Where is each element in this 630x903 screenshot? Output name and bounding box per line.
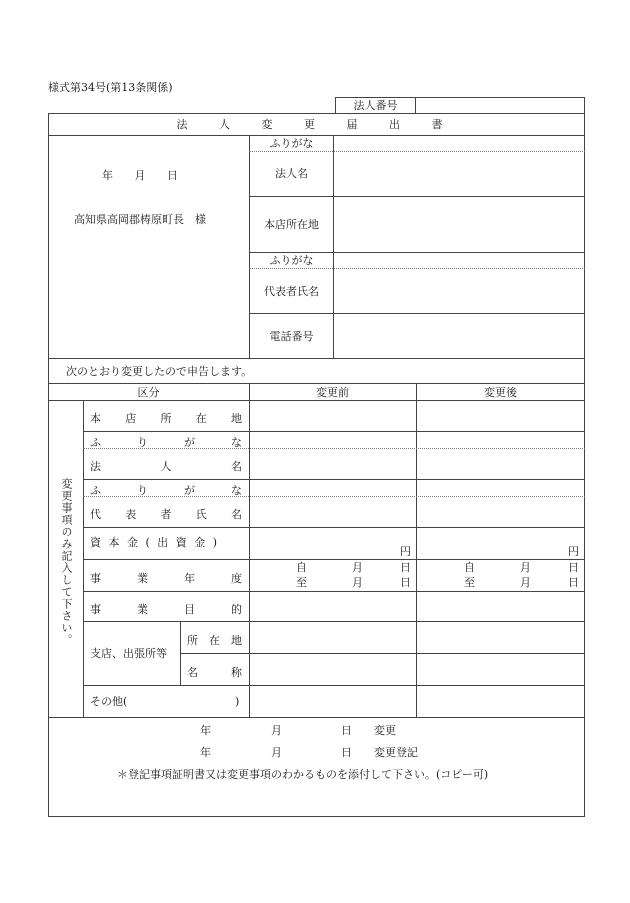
hq-address-label: 本店所在地 [264, 218, 319, 231]
footer-change-month: 月 [271, 724, 282, 737]
submission-date: 年 月 日 [102, 169, 178, 182]
branch-location-before[interactable] [251, 622, 414, 652]
fy-after-to-month: 月 [520, 576, 531, 589]
side-note: 変更事項のみ記入して下さい。 [60, 478, 73, 646]
corp-number-label: 法人番号 [353, 99, 398, 112]
furigana-label-2: ふりがな [269, 254, 314, 267]
fy-after-from: 自 [464, 561, 475, 574]
capital-after[interactable] [418, 528, 583, 558]
representative-label: 代表者氏名 [264, 285, 319, 298]
footer-change-year: 年 [200, 724, 211, 737]
furigana2-after[interactable] [418, 480, 583, 494]
header-after: 変更後 [484, 386, 517, 399]
row-furigana-2: ふ り が な [90, 484, 242, 497]
footer-change-day: 日 [341, 724, 352, 737]
footer-reg-day: 日 [341, 746, 352, 759]
fy-after-from-day: 日 [568, 561, 579, 574]
row-other-label: その他( [90, 695, 128, 708]
furigana2-before[interactable] [251, 480, 414, 494]
other-category-input[interactable] [134, 690, 230, 710]
footer-reg-month: 月 [271, 746, 282, 759]
row-business-purpose: 事 業 目 的 [90, 603, 242, 616]
row-capital: 資 本 金 ( 出 資 金 ) [90, 536, 220, 549]
fy-before-to-month: 月 [352, 576, 363, 589]
capital-before[interactable] [251, 528, 414, 558]
furigana-label: ふりがな [269, 137, 314, 150]
hq-address-input[interactable] [335, 198, 583, 251]
hq-address-before[interactable] [251, 401, 414, 430]
fy-after-from-month: 月 [520, 561, 531, 574]
fy-before-from: 自 [296, 561, 307, 574]
row-furigana-1: ふ り が な [90, 436, 242, 449]
yen-after: 円 [568, 545, 579, 558]
other-before[interactable] [251, 686, 414, 716]
row-branch-location: 所 在 地 [187, 634, 242, 647]
furigana1-after[interactable] [418, 432, 583, 446]
fy-after-to-day: 日 [568, 576, 579, 589]
corp-name-label: 法人名 [275, 167, 308, 180]
declaration: 次のとおり変更したので申告します。 [66, 365, 253, 378]
yen-before: 円 [400, 545, 411, 558]
fy-before-to: 至 [296, 576, 307, 589]
fy-before-from-day: 日 [400, 561, 411, 574]
row-hq-address: 本 店 所 在 地 [90, 412, 242, 425]
fy-before-from-month: 月 [352, 561, 363, 574]
representative-after[interactable] [418, 497, 583, 526]
furigana-input-2[interactable] [335, 253, 583, 267]
branch-name-before[interactable] [251, 654, 414, 684]
row-representative: 代 表 者 氏 名 [90, 508, 242, 521]
corp-name-input[interactable] [335, 153, 583, 195]
addressee: 高知県高岡郡梼原町長 様 [74, 213, 206, 226]
footer-reg-year: 年 [200, 746, 211, 759]
furigana1-before[interactable] [251, 432, 414, 446]
header-before: 変更前 [316, 386, 349, 399]
business-purpose-after[interactable] [418, 592, 583, 620]
footer-change-label: 変更 [374, 724, 396, 737]
representative-before[interactable] [251, 497, 414, 526]
hq-address-after[interactable] [418, 401, 583, 430]
branch-location-after[interactable] [418, 622, 583, 652]
corp-name-before[interactable] [251, 449, 414, 478]
business-purpose-before[interactable] [251, 592, 414, 620]
phone-input[interactable] [335, 315, 583, 357]
branch-name-after[interactable] [418, 654, 583, 684]
other-after[interactable] [418, 686, 583, 716]
row-corp-name: 法 人 名 [90, 460, 242, 473]
furigana-input[interactable] [335, 136, 583, 150]
phone-label: 電話番号 [269, 330, 314, 343]
footer-note: ＊登記事項証明書又は変更事項のわかるものを添付して下さい。(コピー可) [117, 768, 489, 781]
form-title: 法 人 変 更 届 出 書 [176, 118, 457, 131]
fy-before-to-day: 日 [400, 576, 411, 589]
header-category: 区分 [137, 386, 160, 399]
fy-after-to: 至 [464, 576, 475, 589]
row-branch-name: 名 称 [187, 666, 242, 679]
representative-input[interactable] [335, 270, 583, 312]
row-fiscal-year: 事 業 年 度 [90, 572, 242, 585]
row-other-close: ) [235, 695, 240, 708]
row-branch: 支店、出張所等 [90, 647, 167, 660]
footer-registration-label: 変更登記 [374, 746, 418, 759]
corp-name-after[interactable] [418, 449, 583, 478]
form-number: 様式第34号(第13条関係) [48, 81, 173, 94]
corp-number-input[interactable] [417, 98, 583, 113]
